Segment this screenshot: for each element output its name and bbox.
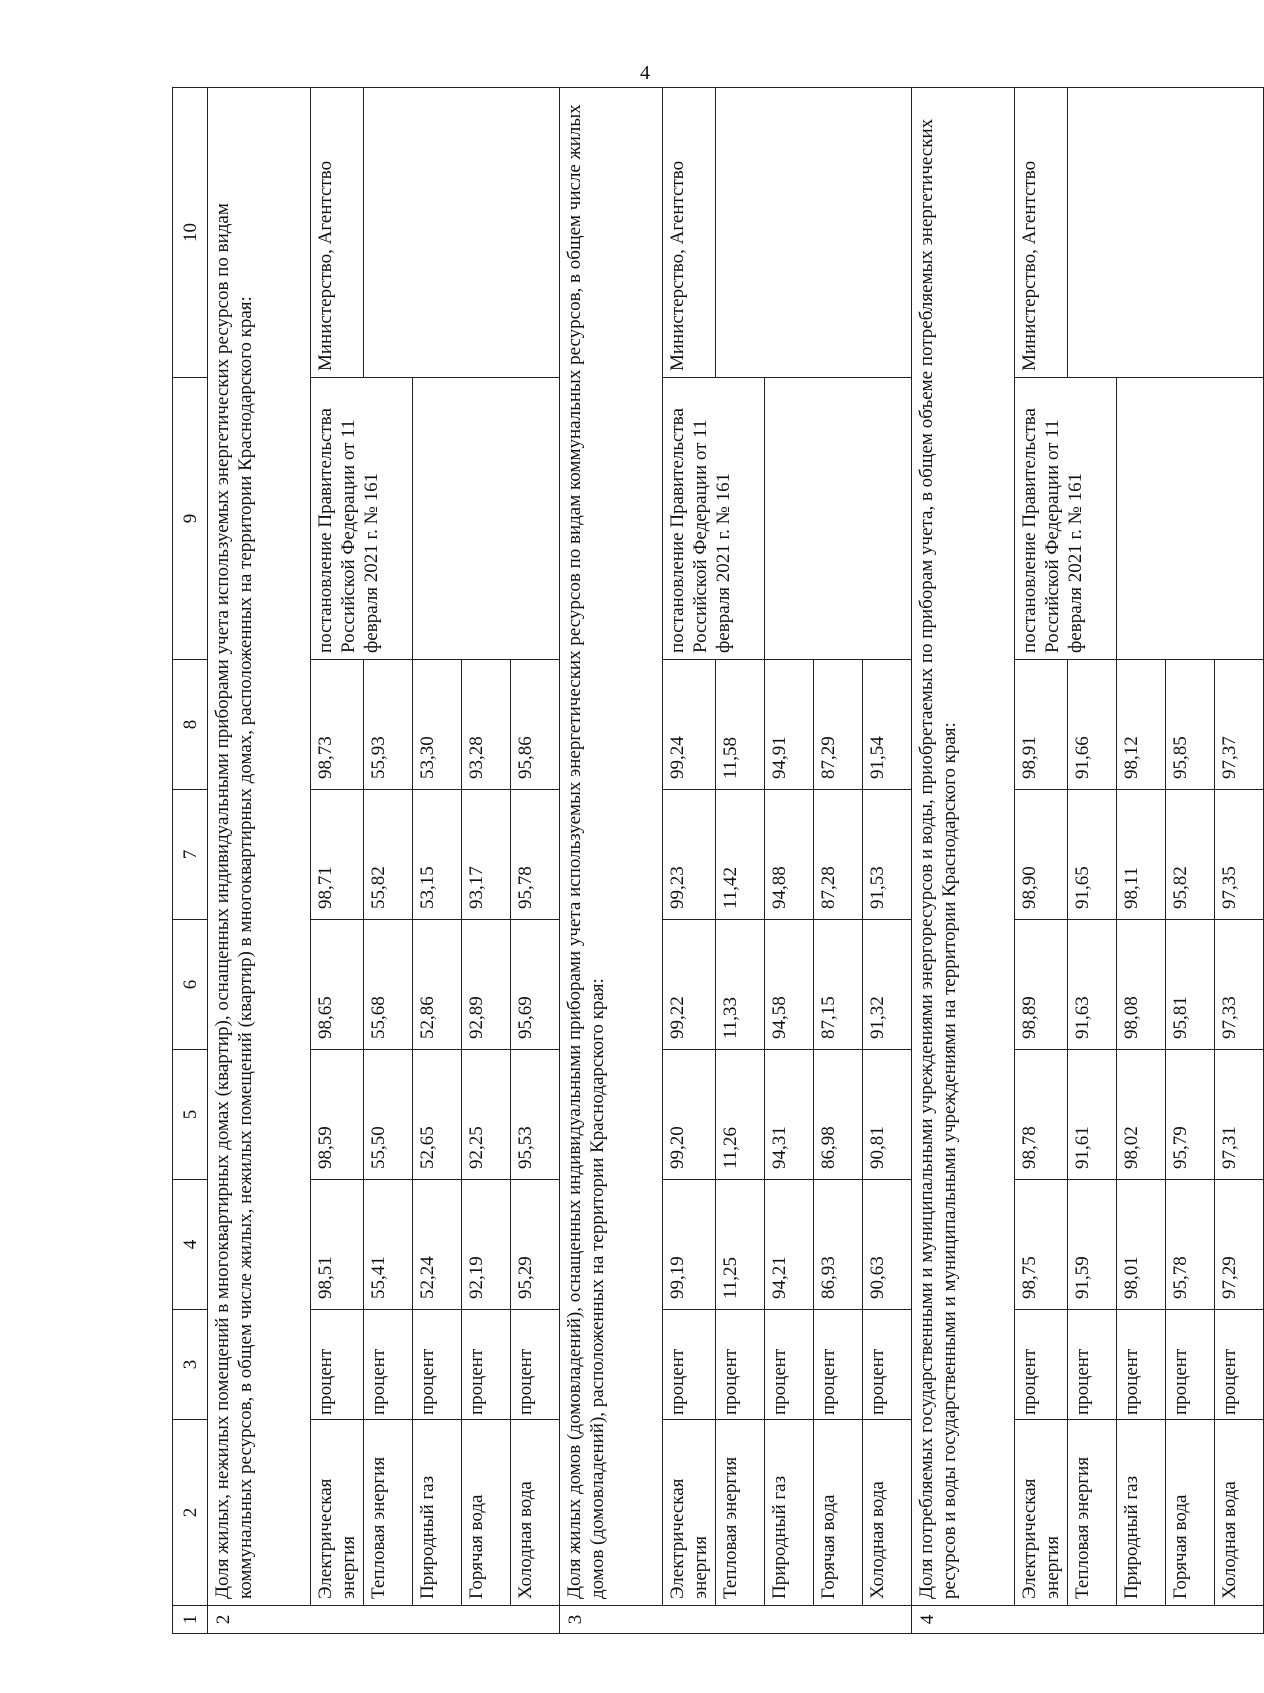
value-cell: 95,53 — [511, 1050, 560, 1180]
value-cell: 95,29 — [511, 1180, 560, 1310]
table-row — [364, 88, 413, 1634]
value-cell: 53,15 — [413, 790, 462, 920]
value-cell: 98,59 — [311, 1050, 364, 1180]
value-cell: 91,66 — [1068, 660, 1117, 790]
value-cell: 91,63 — [1068, 920, 1117, 1050]
basis-cell: постановление Правительства Российской Федерации от 11 февраля 2021 г. № 161 — [663, 378, 765, 660]
table-row — [716, 88, 765, 1634]
value-cell: 11,42 — [716, 790, 765, 920]
table-row — [1068, 88, 1117, 1634]
value-cell: 94,91 — [765, 660, 814, 790]
unit-cell: процент — [462, 1310, 511, 1420]
page-number: 4 — [640, 62, 650, 84]
value-cell: 91,53 — [863, 790, 912, 920]
responsible-cell: Министерство, Агентство — [1015, 88, 1068, 378]
value-cell: 95,69 — [511, 920, 560, 1050]
header-cell: 5 — [173, 1050, 208, 1180]
value-cell: 86,98 — [814, 1050, 863, 1180]
resource-name: Электрическая энергия — [663, 1420, 716, 1606]
value-cell: 98,02 — [1117, 1050, 1166, 1180]
value-cell: 93,17 — [462, 790, 511, 920]
basis-cell: постановление Правительства Российской Федерации от 11 февраля 2021 г. № 161 — [311, 378, 413, 660]
resource-name: Холодная вода — [1215, 1420, 1264, 1606]
responsible-empty-cell — [364, 88, 560, 378]
basis-empty-cell — [413, 378, 560, 660]
section-number: 2 — [208, 1606, 560, 1634]
value-cell: 98,73 — [311, 660, 364, 790]
value-cell: 11,58 — [716, 660, 765, 790]
basis-empty-cell — [765, 378, 912, 660]
value-cell: 99,23 — [663, 790, 716, 920]
value-cell: 95,86 — [511, 660, 560, 790]
value-cell: 52,65 — [413, 1050, 462, 1180]
value-cell: 91,61 — [1068, 1050, 1117, 1180]
unit-cell: процент — [1215, 1310, 1264, 1420]
resource-name: Горячая вода — [462, 1420, 511, 1606]
resource-name: Горячая вода — [814, 1420, 863, 1606]
unit-cell: процент — [511, 1310, 560, 1420]
unit-cell: процент — [1117, 1310, 1166, 1420]
value-cell: 87,28 — [814, 790, 863, 920]
unit-cell: процент — [1166, 1310, 1215, 1420]
value-cell: 98,08 — [1117, 920, 1166, 1050]
resource-name: Тепловая энергия — [1068, 1420, 1117, 1606]
value-cell: 11,25 — [716, 1180, 765, 1310]
unit-cell: процент — [1015, 1310, 1068, 1420]
value-cell: 55,41 — [364, 1180, 413, 1310]
value-cell: 98,51 — [311, 1180, 364, 1310]
value-cell: 91,65 — [1068, 790, 1117, 920]
value-cell: 97,35 — [1215, 790, 1264, 920]
value-cell: 93,28 — [462, 660, 511, 790]
value-cell: 92,19 — [462, 1180, 511, 1310]
value-cell: 95,79 — [1166, 1050, 1215, 1180]
resource-name: Холодная вода — [511, 1420, 560, 1606]
indicators-table — [172, 87, 1264, 1634]
section-title-row — [208, 88, 311, 1634]
responsible-empty-cell — [1068, 88, 1264, 378]
value-cell: 99,24 — [663, 660, 716, 790]
rotated-table-container — [172, 98, 1240, 1634]
section-title: Доля жилых домов (домовладений), оснащенных индивидуальными приборами учета используемых энергетических ресурсов по видам коммунальных ресурсов, в общем числе жилых домов (домовладений), расположенных на территории Краснодарского края: — [560, 88, 663, 1606]
unit-cell: процент — [663, 1310, 716, 1420]
resource-name: Тепловая энергия — [716, 1420, 765, 1606]
value-cell: 11,26 — [716, 1050, 765, 1180]
value-cell: 86,93 — [814, 1180, 863, 1310]
value-cell: 98,71 — [311, 790, 364, 920]
value-cell: 98,11 — [1117, 790, 1166, 920]
header-cell: 4 — [173, 1180, 208, 1310]
value-cell: 95,78 — [511, 790, 560, 920]
header-row — [173, 88, 208, 1634]
value-cell: 11,33 — [716, 920, 765, 1050]
value-cell: 98,75 — [1015, 1180, 1068, 1310]
table-row — [663, 88, 716, 1634]
value-cell: 97,31 — [1215, 1050, 1264, 1180]
basis-empty-cell — [1117, 378, 1264, 660]
resource-name: Холодная вода — [863, 1420, 912, 1606]
unit-cell: процент — [765, 1310, 814, 1420]
header-cell: 8 — [173, 660, 208, 790]
value-cell: 98,01 — [1117, 1180, 1166, 1310]
value-cell: 52,24 — [413, 1180, 462, 1310]
section-title: Доля жилых, нежилых помещений в многоквартирных домах (квартир), оснащенных индивидуальными приборами учета используемых энергетических ресурсов по видам коммунальных ресурсов, в общем числе жилых, нежилых помещений (квартир) в многоквартирных домах, расположенных на территории Краснодарского края: — [208, 88, 311, 1606]
value-cell: 91,32 — [863, 920, 912, 1050]
value-cell: 91,54 — [863, 660, 912, 790]
unit-cell: процент — [863, 1310, 912, 1420]
header-cell: 9 — [173, 378, 208, 660]
header-cell: 3 — [173, 1310, 208, 1420]
value-cell: 52,86 — [413, 920, 462, 1050]
value-cell: 99,20 — [663, 1050, 716, 1180]
header-cell: 7 — [173, 790, 208, 920]
responsible-empty-cell — [716, 88, 912, 378]
value-cell: 98,89 — [1015, 920, 1068, 1050]
resource-name: Тепловая энергия — [364, 1420, 413, 1606]
value-cell: 98,65 — [311, 920, 364, 1050]
value-cell: 97,33 — [1215, 920, 1264, 1050]
value-cell: 94,31 — [765, 1050, 814, 1180]
value-cell: 95,82 — [1166, 790, 1215, 920]
responsible-cell: Министерство, Агентство — [311, 88, 364, 378]
value-cell: 55,68 — [364, 920, 413, 1050]
value-cell: 87,15 — [814, 920, 863, 1050]
value-cell: 97,37 — [1215, 660, 1264, 790]
value-cell: 95,78 — [1166, 1180, 1215, 1310]
unit-cell: процент — [413, 1310, 462, 1420]
value-cell: 97,29 — [1215, 1180, 1264, 1310]
resource-name: Природный газ — [1117, 1420, 1166, 1606]
unit-cell: процент — [814, 1310, 863, 1420]
value-cell: 99,22 — [663, 920, 716, 1050]
basis-cell: постановление Правительства Российской Федерации от 11 февраля 2021 г. № 161 — [1015, 378, 1117, 660]
resource-name: Природный газ — [413, 1420, 462, 1606]
value-cell: 55,82 — [364, 790, 413, 920]
value-cell: 98,78 — [1015, 1050, 1068, 1180]
value-cell: 55,50 — [364, 1050, 413, 1180]
value-cell: 91,59 — [1068, 1180, 1117, 1310]
header-cell: 10 — [173, 88, 208, 378]
unit-cell: процент — [311, 1310, 364, 1420]
unit-cell: процент — [364, 1310, 413, 1420]
unit-cell: процент — [716, 1310, 765, 1420]
resource-name: Горячая вода — [1166, 1420, 1215, 1606]
value-cell: 92,89 — [462, 920, 511, 1050]
header-cell: 6 — [173, 920, 208, 1050]
value-cell: 53,30 — [413, 660, 462, 790]
table-body — [173, 88, 1264, 1634]
value-cell: 90,63 — [863, 1180, 912, 1310]
section-title: Доля потребляемых государственными и муниципальными учреждениями энергоресурсов и воды, приобретаемых по приборам учета, в общем объеме потребляемых энергетических ресурсов и воды государственными и муниципальными учреждениями на территории Краснодарского края: — [912, 88, 1015, 1606]
resource-name: Электрическая энергия — [1015, 1420, 1068, 1606]
value-cell: 92,25 — [462, 1050, 511, 1180]
value-cell: 94,88 — [765, 790, 814, 920]
value-cell: 98,90 — [1015, 790, 1068, 920]
header-cell: 2 — [173, 1420, 208, 1606]
value-cell: 95,81 — [1166, 920, 1215, 1050]
unit-cell: процент — [1068, 1310, 1117, 1420]
value-cell: 55,93 — [364, 660, 413, 790]
value-cell: 98,12 — [1117, 660, 1166, 790]
value-cell: 87,29 — [814, 660, 863, 790]
resource-name: Электрическая энергия — [311, 1420, 364, 1606]
section-title-row — [912, 88, 1015, 1634]
value-cell: 95,85 — [1166, 660, 1215, 790]
table-row — [1015, 88, 1068, 1634]
section-number: 3 — [560, 1606, 912, 1634]
value-cell: 94,58 — [765, 920, 814, 1050]
value-cell: 94,21 — [765, 1180, 814, 1310]
table-row — [311, 88, 364, 1634]
section-title-row — [560, 88, 663, 1634]
resource-name: Природный газ — [765, 1420, 814, 1606]
value-cell: 90,81 — [863, 1050, 912, 1180]
value-cell: 99,19 — [663, 1180, 716, 1310]
section-number: 4 — [912, 1606, 1264, 1634]
value-cell: 98,91 — [1015, 660, 1068, 790]
responsible-cell: Министерство, Агентство — [663, 88, 716, 378]
header-cell: 1 — [173, 1606, 208, 1634]
